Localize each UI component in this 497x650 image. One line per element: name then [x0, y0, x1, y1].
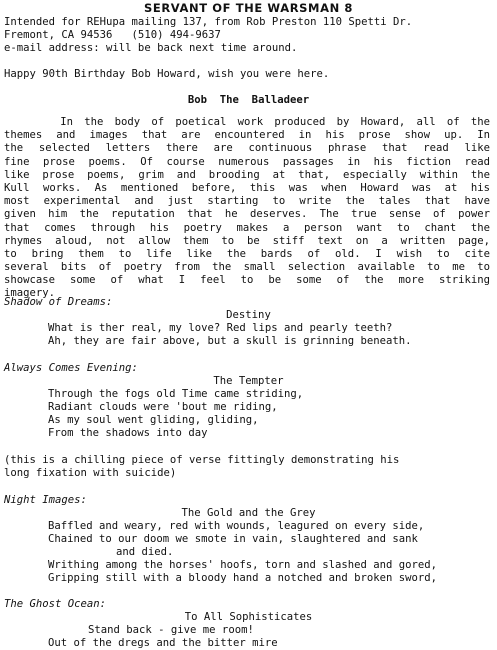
- mailing-info-line: Intended for REHupa mailing 137, from Rob Preston 110 Spetti Dr.: [4, 16, 413, 28]
- poem-line: and died.: [116, 546, 174, 558]
- poem-line: Out of the dregs and the bitter mire: [48, 637, 278, 649]
- commentary-line: long fixation with suicide): [4, 467, 177, 479]
- poem-line: Through the fogs old Time came striding,: [48, 388, 304, 400]
- paragraph-line: Kull works. As mentioned before, this was when Howard was at his: [4, 181, 490, 194]
- section-source-shadow-of-dreams: Shadow of Dreams:: [4, 296, 113, 308]
- paragraph-line: the selected letters there are continuous phrase that read like: [4, 142, 490, 155]
- article-paragraph: [4, 116, 490, 301]
- paragraph-line: themes and images that are encountered in his prose show up. In: [4, 129, 490, 142]
- poem-title-the-tempter: The Tempter: [213, 375, 284, 387]
- paragraph-line: most experimental and just starting to write the tales that have: [4, 195, 490, 208]
- commentary-line: (this is a chilling piece of verse fittingly demonstrating his: [4, 454, 400, 466]
- poem-line: Radiant clouds were 'bout me riding,: [48, 401, 278, 413]
- poem-line: Writhing among the horses' hoofs, torn and slashed and gored,: [48, 559, 438, 571]
- paragraph-line: given him the reputation that he deserves. The true sense of power: [4, 208, 490, 221]
- poem-title-destiny: Destiny: [226, 309, 271, 321]
- poem-line: Ah, they are fair above, but a skull is grinning beneath.: [48, 335, 412, 347]
- section-source-night-images: Night Images:: [4, 494, 87, 506]
- paragraph-line: showcase some of what I feel to be some of the more striking: [4, 274, 490, 287]
- paragraph-line: several bits of poetry from the small selection available to me to: [4, 261, 490, 274]
- newsletter-title: SERVANT OF THE WARSMAN 8: [143, 1, 354, 15]
- paragraph-line: rhymes aloud, not allow them to be stiff text on a written page,: [4, 234, 490, 247]
- poem-line: Chained to our doom we smote in vain, slaughtered and sank: [48, 533, 418, 545]
- address-line: Fremont, CA 94536 (510) 494-9637: [4, 29, 221, 41]
- poem-line: From the shadows into day: [48, 427, 208, 439]
- poem-line: Baffled and weary, red with wounds, leagured on every side,: [48, 520, 425, 532]
- poem-line: Stand back - give me room!: [88, 624, 254, 636]
- poem-line: What is ther real, my love? Red lips and pearly teeth?: [48, 322, 393, 334]
- paragraph-line: In the body of poetical work produced by Howard, all of the: [4, 116, 490, 128]
- paragraph-line: to bring them to life like the bards of old. I wish to cite: [4, 247, 490, 260]
- greeting-line: Happy 90th Birthday Bob Howard, wish you were here.: [4, 68, 330, 80]
- poem-line: Gripping still with a bloody hand a notched and broken sword,: [48, 572, 438, 584]
- paragraph-line: that comes through his poetry makes a person want to chant the: [4, 221, 490, 234]
- poem-title-to-all-sophisticates: To All Sophisticates: [184, 611, 313, 623]
- email-line: e-mail address: will be back next time around.: [4, 42, 298, 54]
- paragraph-line: like prose poems, grim and brooding at that, especially within the: [4, 168, 490, 181]
- poem-line: As my soul went gliding, gliding,: [48, 414, 259, 426]
- section-source-the-ghost-ocean: The Ghost Ocean:: [4, 598, 107, 610]
- poem-title-the-gold-and-the-grey: The Gold and the Grey: [181, 507, 316, 519]
- paragraph-line: imagery.: [4, 287, 56, 300]
- section-source-always-comes-evening: Always Comes Evening:: [4, 362, 138, 374]
- paragraph-line: fine prose poems. Of course numerous passages in his fiction read: [4, 155, 490, 168]
- article-title: Bob The Balladeer: [187, 94, 310, 106]
